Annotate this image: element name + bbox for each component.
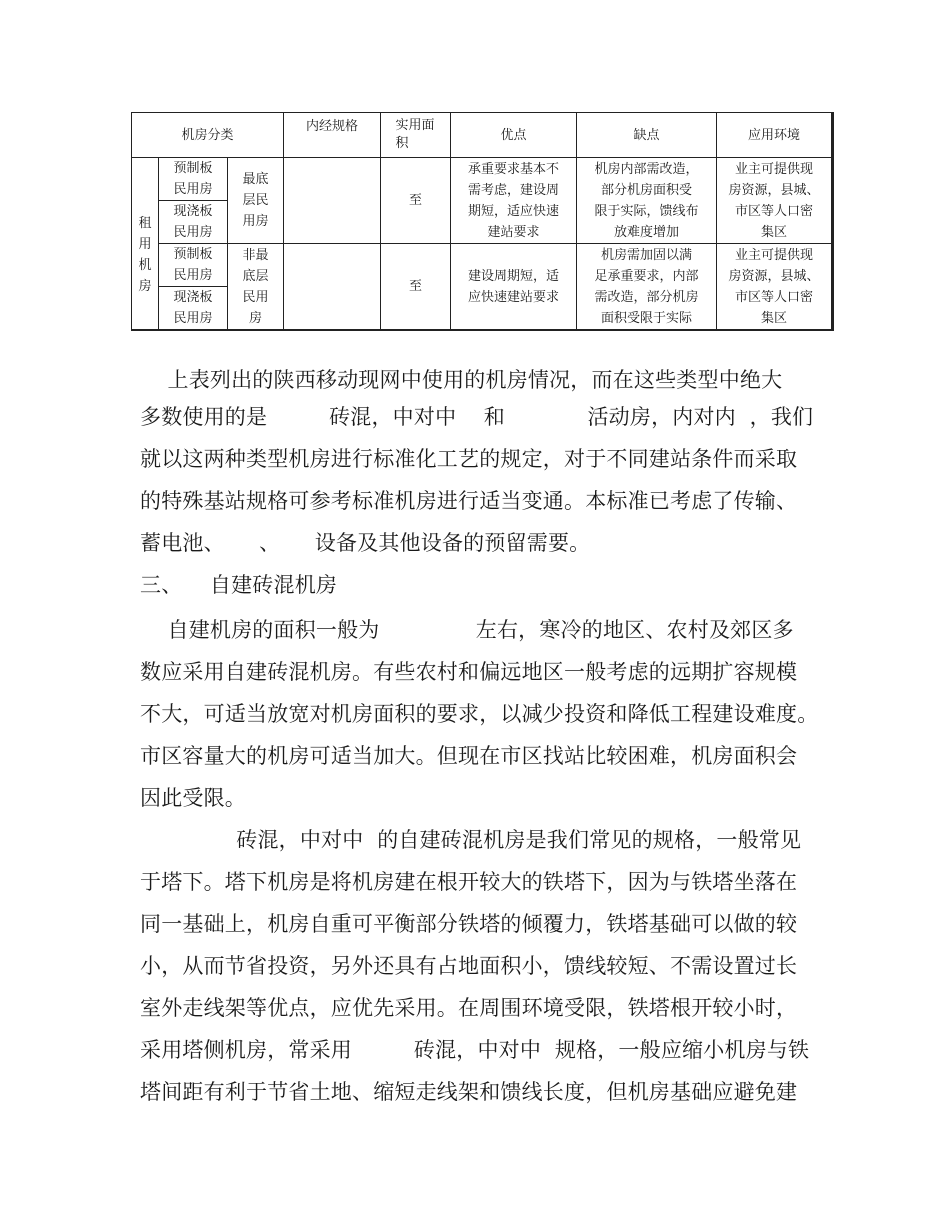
text-line: 数应采用自建砖混机房。有些农村和偏远地区一般考虑的远期扩容规模 xyxy=(140,660,798,684)
env-2: 业主可提供现 房资源，县城、 市区等人口密 集区 xyxy=(717,244,833,331)
pros-1: 承重要求基本不 需考虑，建设周 期短，适应快速 建站要求 xyxy=(451,158,577,244)
area-2: 至 xyxy=(381,244,451,331)
inner-spec-1 xyxy=(284,158,381,244)
header-pros: 优点 xyxy=(451,113,577,158)
cons-2: 机房需加固以满 足承重要求，内部 需改造，部分机房 面积受限于实际 xyxy=(577,244,717,331)
text-line: 室外走线架等优点，应优先采用。在周围环境受限，铁塔根开较小时， xyxy=(140,996,798,1020)
text-line: 不大，可适当放宽对机房面积的要求，以减少投资和降低工程建设难度。 xyxy=(140,702,819,726)
text-line: 就以这两种类型机房进行标准化工艺的规定，对于不同建站条件而采取 xyxy=(140,447,798,471)
floor-type-1: 最底 层民 用房 xyxy=(228,158,284,244)
text-line: 上表列出的陕西移动现网中使用的机房情况，而在这些类型中绝大 xyxy=(140,368,783,392)
header-cons: 缺点 xyxy=(577,113,717,158)
sub-type-precast-1: 预制板 民用房 xyxy=(159,158,228,201)
env-1: 业主可提供现 房资源，县城、 市区等人口密 集区 xyxy=(717,158,833,244)
text-line: 因此受限。 xyxy=(140,786,246,810)
area-1: 至 xyxy=(381,158,451,244)
text-line: 小，从而节省投资，另外还具有占地面积小，馈线较短、不需设置过长 xyxy=(140,954,798,978)
text-line: 砖混，中对中 的自建砖混机房是我们常见的规格，一般常见 xyxy=(140,828,802,852)
inner-spec-2 xyxy=(284,244,381,331)
sub-type-precast-2: 预制板 民用房 xyxy=(159,244,228,287)
text-line: 多数使用的是 砖混，中对中 和 活动房，内对内 ，我们 xyxy=(140,405,814,429)
text-line: 的特殊基站规格可参考标准机房进行适当变通。本标准已考虑了传输、 xyxy=(140,489,798,513)
cons-1: 机房内部需改造， 部分机房面积受 限于实际，馈线布 放难度增加 xyxy=(577,158,717,244)
header-environment: 应用环境 xyxy=(717,113,833,158)
sub-type-cast-1: 现浇板 民用房 xyxy=(159,201,228,244)
text-line: 同一基础上，机房自重可平衡部分铁塔的倾覆力，铁塔基础可以做的较 xyxy=(140,912,798,936)
text-line: 自建机房的面积一般为 左右，寒冷的地区、农村及郊区多 xyxy=(140,618,794,642)
text-line: 市区容量大的机房可适当加大。但现在市区找站比较困难，机房面积会 xyxy=(140,744,798,768)
pros-2: 建设周期短，适 应快速建站要求 xyxy=(451,244,577,331)
floor-type-2: 非最 底层 民用 房 xyxy=(228,244,284,331)
room-classification-table xyxy=(131,112,834,331)
text-line: 蓄电池、 、 设备及其他设备的预留需要。 xyxy=(140,531,591,555)
text-line: 塔间距有利于节省土地、缩短走线架和馈线长度，但机房基础应避免建 xyxy=(140,1080,798,1104)
header-inner-spec: 内经规格 xyxy=(284,113,381,158)
sub-type-cast-2: 现浇板 民用房 xyxy=(159,287,228,331)
header-category: 机房分类 xyxy=(132,113,284,158)
section-heading: 三、 自建砖混机房 xyxy=(140,573,338,597)
text-line: 采用塔侧机房，常采用 砖混，中对中 规格，一般应缩小机房与铁 xyxy=(140,1038,810,1062)
group-label-rent: 租 用 机 房 xyxy=(132,158,159,331)
text-line: 于塔下。塔下机房是将机房建在根开较大的铁塔下，因为与铁塔坐落在 xyxy=(140,870,798,894)
header-usable-area: 实用面积 xyxy=(381,113,451,158)
